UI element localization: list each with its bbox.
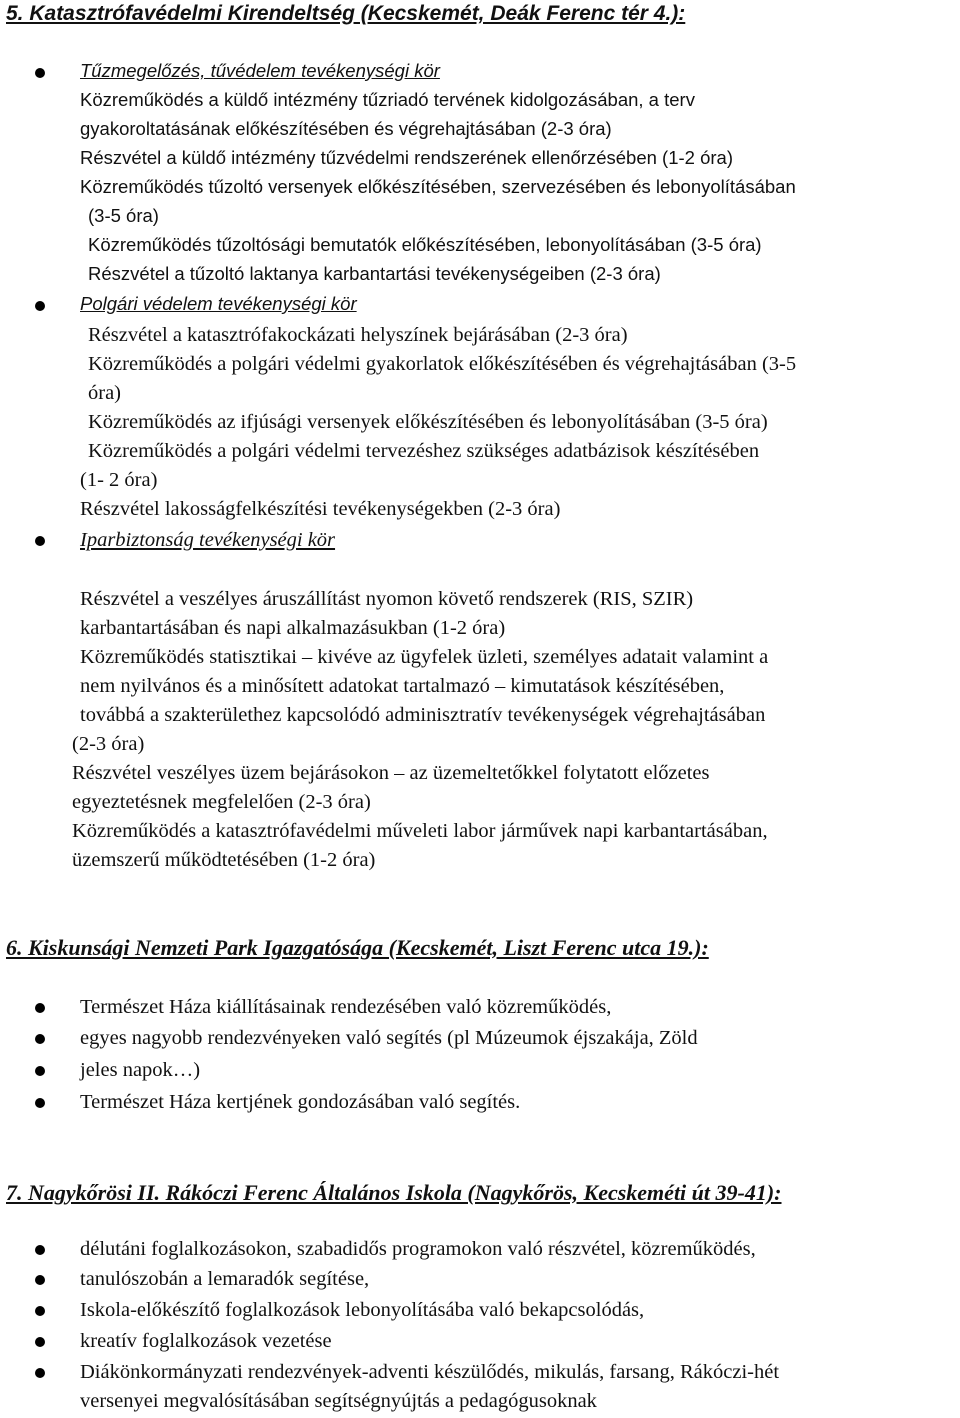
civil-line: (1- 2 óra): [80, 469, 158, 491]
fire-line: gyakoroltatásának előkészítésében és végrehajtásában (2-3 óra): [80, 118, 612, 139]
industrial-line: Közreműködés a katasztrófavédelmi műveleti labor járművek napi karbantartásában,: [72, 820, 768, 842]
school-line: Iskola-előkészítő foglalkozások lebonyolításába való bekapcsolódás,: [80, 1299, 645, 1321]
fire-prevention-title: Tűzmegelőzés, tűvédelem tevékenységi kör: [80, 60, 440, 81]
bullet-icon: [35, 1245, 45, 1255]
fire-line: (3-5 óra): [88, 205, 159, 226]
park-line: egyes nagyobb rendezvényeken való segítés (pl Múzeumok éjszakája, Zöld: [80, 1027, 698, 1049]
park-line: Természet Háza kiállításainak rendezésében való közreműködés,: [80, 996, 612, 1018]
civil-line: Közreműködés a polgári védelmi tervezéshez szükséges adatbázisok készítésében: [88, 440, 760, 462]
section-5-heading: 5. Katasztrófavédelmi Kirendeltség (Kecskemét, Deák Ferenc tér 4.):: [6, 2, 686, 25]
industrial-line: egyeztetésnek megfelelően (2-3 óra): [72, 791, 371, 813]
fire-line: Közreműködés tűzoltósági bemutatók előkészítésében, lebonyolításában (3-5 óra): [88, 234, 762, 255]
bullet-icon: [35, 1275, 45, 1285]
school-line: tanulószobán a lemaradók segítése,: [80, 1268, 370, 1290]
school-line: Diákönkormányzati rendezvények-adventi készülődés, mikulás, farsang, Rákóczi-hét: [80, 1361, 780, 1383]
industrial-line: üzemszerű működtetésében (1-2 óra): [72, 849, 376, 871]
industrial-line: Részvétel a veszélyes áruszállítást nyomon követő rendszerek (RIS, SZIR): [80, 588, 694, 610]
park-line: jeles napok…): [80, 1059, 201, 1081]
bullet-icon: [35, 1066, 45, 1076]
bullet-icon: [35, 301, 45, 311]
section-7-heading: 7. Nagykőrösi II. Rákóczi Ferenc Általános Iskola (Nagykőrös, Kecskeméti út 39-41):: [6, 1180, 782, 1205]
school-line: délutáni foglalkozásokon, szabadidős programokon való részvétel, közreműködés,: [80, 1238, 756, 1260]
industrial-line: nem nyilvános és a minősített adatokat tartalmazó – kimutatások készítésében,: [80, 675, 725, 697]
civil-line: óra): [88, 382, 122, 404]
civil-line: Közreműködés az ifjúsági versenyek előkészítésében és lebonyolításában (3-5 óra): [88, 411, 768, 433]
fire-line: Részvétel a küldő intézmény tűzvédelmi rendszerének ellenőrzésében (1-2 óra): [80, 147, 733, 168]
bullet-icon: [35, 1368, 45, 1378]
park-line: Természet Háza kertjének gondozásában való segítés.: [80, 1091, 521, 1113]
school-line: kreatív foglalkozások vezetése: [80, 1330, 332, 1352]
civil-line: Közreműködés a polgári védelmi gyakorlatok előkészítésében és végrehajtásában (3-5: [88, 353, 797, 375]
school-line: versenyei megvalósításában segítségnyújtás a pedagógusoknak: [80, 1390, 597, 1412]
section-6-heading: 6. Kiskunsági Nemzeti Park Igazgatósága (Kecskemét, Liszt Ferenc utca 19.):: [6, 935, 709, 960]
industrial-line: továbbá a szakterülethez kapcsolódó adminisztratív tevékenységek végrehajtásában: [80, 704, 766, 726]
fire-line: Közreműködés tűzoltó versenyek előkészítésében, szervezésében és lebonyolításában: [80, 176, 796, 197]
bullet-icon: [35, 1306, 45, 1316]
bullet-icon: [35, 536, 45, 546]
bullet-icon: [35, 1003, 45, 1013]
bullet-icon: [35, 68, 45, 78]
bullet-icon: [35, 1034, 45, 1044]
fire-line: Közreműködés a küldő intézmény tűzriadó tervének kidolgozásában, a terv: [80, 89, 695, 110]
industrial-line: Közreműködés statisztikai – kivéve az ügyfelek üzleti, személyes adatait valamint a: [80, 646, 769, 668]
civil-defence-title: Polgári védelem tevékenységi kör: [80, 293, 357, 314]
industrial-line: karbantartásában és napi alkalmazásukban (1-2 óra): [80, 617, 506, 639]
industrial-line: (2-3 óra): [72, 733, 145, 755]
bullet-icon: [35, 1337, 45, 1347]
civil-line: Részvétel a katasztrófakockázati helyszínek bejárásában (2-3 óra): [88, 324, 628, 346]
fire-line: Részvétel a tűzoltó laktanya karbantartási tevékenységeiben (2-3 óra): [88, 263, 661, 284]
industrial-safety-title: Iparbiztonság tevékenységi kör: [80, 529, 336, 551]
civil-line: Részvétel lakosságfelkészítési tevékenységekben (2-3 óra): [80, 498, 561, 520]
bullet-icon: [35, 1098, 45, 1108]
industrial-line: Részvétel veszélyes üzem bejárásokon – az üzemeltetőkkel folytatott előzetes: [72, 762, 710, 784]
